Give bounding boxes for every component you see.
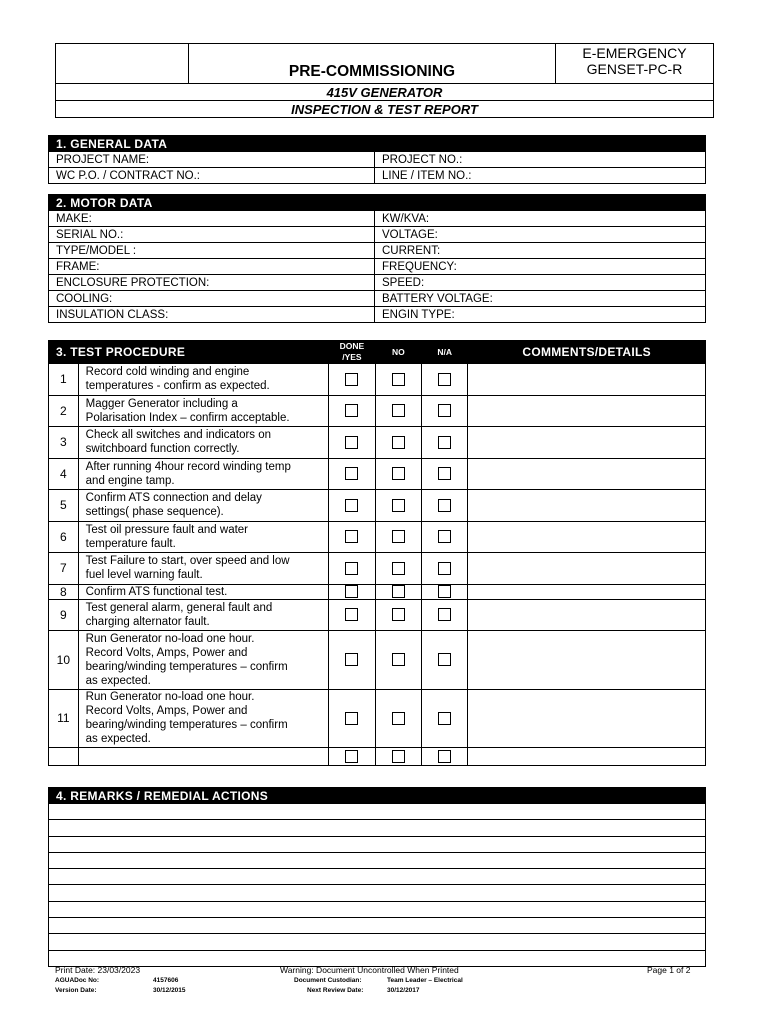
test-number: 2 xyxy=(49,395,79,427)
field-label-right[interactable]: KW/KVA: xyxy=(375,211,706,227)
checkbox-done-yes[interactable] xyxy=(345,373,358,386)
cell-done-yes xyxy=(329,364,376,396)
data-row xyxy=(49,291,706,307)
field-label-right[interactable]: PROJECT NO.: xyxy=(375,152,706,168)
checkbox-na[interactable] xyxy=(438,499,451,512)
checkbox-done-yes[interactable] xyxy=(345,436,358,449)
cell-done-yes xyxy=(329,521,376,553)
test-description-line: charging alternator fault. xyxy=(85,615,210,628)
checkbox-no[interactable] xyxy=(392,562,405,575)
test-description-line: Run Generator no-load one hour. xyxy=(85,691,255,704)
cell-no xyxy=(375,748,421,766)
test-procedure-heading: 3. TEST PROCEDURE xyxy=(49,341,329,364)
test-number: 9 xyxy=(49,599,79,631)
test-description-line: Confirm ATS functional test. xyxy=(85,585,228,598)
checkbox-no[interactable] xyxy=(392,608,405,621)
test-description xyxy=(78,458,328,490)
checkbox-done-yes[interactable] xyxy=(345,499,358,512)
uncontrolled-warning: Warning: Document Uncontrolled When Printed xyxy=(280,965,459,975)
remarks-line xyxy=(49,869,706,885)
checkbox-no[interactable] xyxy=(392,467,405,480)
cell-na xyxy=(421,427,467,459)
checkbox-done-yes[interactable] xyxy=(345,653,358,666)
cell-no xyxy=(375,364,421,396)
comments-cell[interactable] xyxy=(468,364,706,396)
checkbox-no[interactable] xyxy=(392,499,405,512)
cell-done-yes xyxy=(329,631,376,690)
comments-cell[interactable] xyxy=(468,427,706,459)
checkbox-na[interactable] xyxy=(438,653,451,666)
remarks-line-cell[interactable] xyxy=(49,901,706,917)
test-description-line: Polarisation Index – confirm acceptable. xyxy=(85,411,290,424)
version-date-value: 30/12/2015 xyxy=(153,987,186,994)
data-row xyxy=(49,307,706,323)
field-label-left[interactable]: SERIAL NO.: xyxy=(49,227,375,243)
cell-na xyxy=(421,521,467,553)
logo-cell xyxy=(56,44,189,84)
cell-done-yes xyxy=(329,584,376,599)
test-row xyxy=(49,584,706,599)
review-date-label: Next Review Date: xyxy=(307,987,364,994)
field-label-left[interactable]: WC P.O. / CONTRACT NO.: xyxy=(49,168,375,184)
cell-no xyxy=(375,599,421,631)
checkbox-na[interactable] xyxy=(438,608,451,621)
version-date-label: Version Date: xyxy=(55,987,97,994)
test-description-line: Record cold winding and engine xyxy=(85,366,250,379)
col-header-done-line-2: /YES xyxy=(342,352,362,362)
cell-na xyxy=(421,490,467,522)
remarks-line-cell[interactable] xyxy=(49,804,706,820)
test-description-line: Run Generator no-load one hour. xyxy=(85,632,255,645)
checkbox-no[interactable] xyxy=(392,404,405,417)
test-row xyxy=(49,521,706,553)
test-number: 11 xyxy=(49,689,79,748)
doc-no-label: AGUADoc No: xyxy=(55,977,100,984)
field-label-right[interactable]: BATTERY VOLTAGE: xyxy=(375,291,706,307)
remarks-line-cell[interactable] xyxy=(49,852,706,868)
test-description-line: bearing/winding temperatures – confirm xyxy=(85,660,288,673)
cell-done-yes xyxy=(329,748,376,766)
col-header-na: N/A xyxy=(421,341,467,364)
test-number: 7 xyxy=(49,553,79,585)
test-description-line: Check all switches and indicators on xyxy=(85,429,272,442)
test-description-line: Magger Generator including a xyxy=(85,397,238,410)
comments-cell[interactable] xyxy=(468,599,706,631)
checkbox-done-yes[interactable] xyxy=(345,404,358,417)
cell-done-yes xyxy=(329,458,376,490)
test-row xyxy=(49,553,706,585)
general-data-heading: 1. GENERAL DATA xyxy=(49,136,706,152)
data-row xyxy=(49,227,706,243)
test-description-line: and engine tamp. xyxy=(85,474,175,487)
test-procedure-table xyxy=(48,340,706,766)
document-header xyxy=(55,43,714,118)
custodian-value: Team Leader – Electrical xyxy=(387,977,463,984)
checkbox-no[interactable] xyxy=(392,373,405,386)
cell-na xyxy=(421,395,467,427)
test-row xyxy=(49,748,706,766)
test-description-line: as expected. xyxy=(85,674,151,687)
document-code xyxy=(556,44,714,84)
test-description-line: Test general alarm, general fault and xyxy=(85,601,273,614)
checkbox-done-yes[interactable] xyxy=(345,585,358,598)
remarks-line xyxy=(49,934,706,950)
test-description xyxy=(78,748,328,766)
comments-cell[interactable] xyxy=(468,584,706,599)
checkbox-no[interactable] xyxy=(392,436,405,449)
field-label-right[interactable]: FREQUENCY: xyxy=(375,259,706,275)
checkbox-done-yes[interactable] xyxy=(345,750,358,763)
cell-done-yes xyxy=(329,553,376,585)
motor-data-table xyxy=(48,194,706,323)
data-row xyxy=(49,243,706,259)
checkbox-no[interactable] xyxy=(392,750,405,763)
cell-na xyxy=(421,458,467,490)
remarks-heading: 4. REMARKS / REMEDIAL ACTIONS xyxy=(49,788,706,804)
test-description-line: as expected. xyxy=(85,733,151,746)
motor-data-heading: 2. MOTOR DATA xyxy=(49,195,706,211)
print-date: Print Date: 23/03/2023 xyxy=(55,965,141,975)
cell-done-yes xyxy=(329,395,376,427)
col-header-done xyxy=(329,341,376,364)
test-description xyxy=(78,427,328,459)
remarks-table xyxy=(48,787,706,967)
remarks-line xyxy=(49,820,706,836)
test-row xyxy=(49,458,706,490)
comments-cell[interactable] xyxy=(468,748,706,766)
checkbox-done-yes[interactable] xyxy=(345,562,358,575)
remarks-line-cell[interactable] xyxy=(49,836,706,852)
remarks-line-cell[interactable] xyxy=(49,918,706,934)
col-header-done-line-1: DONE xyxy=(339,341,365,351)
data-row xyxy=(49,152,706,168)
document-subtitle: 415V GENERATOR xyxy=(56,84,714,101)
checkbox-na[interactable] xyxy=(438,712,451,725)
field-label-left[interactable]: PROJECT NAME: xyxy=(49,152,375,168)
remarks-line-cell[interactable] xyxy=(49,885,706,901)
field-label-right[interactable]: VOLTAGE: xyxy=(375,227,706,243)
test-description-line: bearing/winding temperatures – confirm xyxy=(85,719,288,732)
remarks-line xyxy=(49,836,706,852)
data-row xyxy=(49,259,706,275)
test-number: 10 xyxy=(49,631,79,690)
remarks-line xyxy=(49,918,706,934)
test-number: 5 xyxy=(49,490,79,522)
checkbox-na[interactable] xyxy=(438,373,451,386)
remarks-line xyxy=(49,885,706,901)
comments-cell[interactable] xyxy=(468,521,706,553)
test-description xyxy=(78,490,328,522)
cell-done-yes xyxy=(329,490,376,522)
remarks-line xyxy=(49,901,706,917)
test-description xyxy=(78,689,328,748)
cell-done-yes xyxy=(329,427,376,459)
cell-no xyxy=(375,395,421,427)
cell-na xyxy=(421,599,467,631)
test-description-line: Record Volts, Amps, Power and xyxy=(85,705,248,718)
test-row xyxy=(49,427,706,459)
field-label-left[interactable]: FRAME: xyxy=(49,259,375,275)
review-date-value: 30/12/2017 xyxy=(387,987,420,994)
remarks-line-cell[interactable] xyxy=(49,820,706,836)
field-label-left[interactable]: MAKE: xyxy=(49,211,375,227)
test-description xyxy=(78,584,328,599)
test-description-line: settings( phase sequence). xyxy=(85,506,224,519)
field-label-left[interactable]: INSULATION CLASS: xyxy=(49,307,375,323)
checkbox-done-yes[interactable] xyxy=(345,530,358,543)
cell-na xyxy=(421,689,467,748)
cell-done-yes xyxy=(329,599,376,631)
checkbox-na[interactable] xyxy=(438,585,451,598)
cell-no xyxy=(375,689,421,748)
remarks-line-cell[interactable] xyxy=(49,934,706,950)
custodian-label: Document Custodian: xyxy=(294,977,362,984)
checkbox-no[interactable] xyxy=(392,712,405,725)
col-header-no: NO xyxy=(375,341,421,364)
checkbox-na[interactable] xyxy=(438,467,451,480)
checkbox-na[interactable] xyxy=(438,750,451,763)
comments-cell[interactable] xyxy=(468,458,706,490)
field-label-right[interactable]: LINE / ITEM NO.: xyxy=(375,168,706,184)
test-description xyxy=(78,599,328,631)
test-description-line: temperatures - confirm as expected. xyxy=(85,380,270,393)
test-description xyxy=(78,631,328,690)
test-row xyxy=(49,689,706,748)
col-header-comments: COMMENTS/DETAILS xyxy=(468,341,706,364)
test-row xyxy=(49,364,706,396)
comments-cell[interactable] xyxy=(468,395,706,427)
test-row xyxy=(49,599,706,631)
field-label-left[interactable]: COOLING: xyxy=(49,291,375,307)
field-label-right[interactable]: ENGIN TYPE: xyxy=(375,307,706,323)
doc-no-value: 4157606 xyxy=(153,977,179,984)
comments-cell[interactable] xyxy=(468,631,706,690)
test-description xyxy=(78,521,328,553)
test-row xyxy=(49,631,706,690)
cell-na xyxy=(421,364,467,396)
test-number: 6 xyxy=(49,521,79,553)
cell-no xyxy=(375,427,421,459)
field-label-left[interactable]: TYPE/MODEL : xyxy=(49,243,375,259)
checkbox-no[interactable] xyxy=(392,653,405,666)
cell-na xyxy=(421,631,467,690)
cell-no xyxy=(375,490,421,522)
test-number: 8 xyxy=(49,584,79,599)
cell-na xyxy=(421,553,467,585)
test-description-line: Confirm ATS connection and delay xyxy=(85,492,262,505)
cell-no xyxy=(375,521,421,553)
test-row xyxy=(49,490,706,522)
test-description-line: Test oil pressure fault and water xyxy=(85,523,249,536)
test-description-line: fuel level warning fault. xyxy=(85,569,203,582)
test-description xyxy=(78,395,328,427)
test-description xyxy=(78,364,328,396)
test-number: 3 xyxy=(49,427,79,459)
cell-no xyxy=(375,553,421,585)
test-description xyxy=(78,553,328,585)
data-row xyxy=(49,211,706,227)
document-code-line-2: GENSET-PC-R xyxy=(586,61,683,77)
cell-done-yes xyxy=(329,689,376,748)
comments-cell[interactable] xyxy=(468,553,706,585)
cell-no xyxy=(375,631,421,690)
checkbox-no[interactable] xyxy=(392,530,405,543)
checkbox-no[interactable] xyxy=(392,585,405,598)
test-row xyxy=(49,395,706,427)
report-title: INSPECTION & TEST REPORT xyxy=(56,101,714,118)
test-number: 4 xyxy=(49,458,79,490)
cell-na xyxy=(421,748,467,766)
checkbox-na[interactable] xyxy=(438,436,451,449)
cell-na xyxy=(421,584,467,599)
test-description-line: Record Volts, Amps, Power and xyxy=(85,646,248,659)
checkbox-done-yes[interactable] xyxy=(345,712,358,725)
comments-cell[interactable] xyxy=(468,689,706,748)
document-code-line-1: E-EMERGENCY xyxy=(582,45,687,61)
field-label-left[interactable]: ENCLOSURE PROTECTION: xyxy=(49,275,375,291)
data-row xyxy=(49,168,706,184)
test-description-line: temperature fault. xyxy=(85,537,176,550)
cell-no xyxy=(375,458,421,490)
checkbox-done-yes[interactable] xyxy=(345,467,358,480)
data-row xyxy=(49,275,706,291)
checkbox-na[interactable] xyxy=(438,562,451,575)
remarks-line xyxy=(49,804,706,820)
checkbox-na[interactable] xyxy=(438,530,451,543)
cell-no xyxy=(375,584,421,599)
test-number xyxy=(49,748,79,766)
test-number: 1 xyxy=(49,364,79,396)
document-title: PRE-COMMISSIONING xyxy=(189,44,556,84)
checkbox-na[interactable] xyxy=(438,404,451,417)
field-label-right[interactable]: CURRENT: xyxy=(375,243,706,259)
test-description-line: switchboard function correctly. xyxy=(85,443,240,456)
remarks-line xyxy=(49,852,706,868)
comments-cell[interactable] xyxy=(468,490,706,522)
test-description-line: Test Failure to start, over speed and low xyxy=(85,555,290,568)
remarks-line-cell[interactable] xyxy=(49,869,706,885)
checkbox-done-yes[interactable] xyxy=(345,608,358,621)
field-label-right[interactable]: SPEED: xyxy=(375,275,706,291)
general-data-table xyxy=(48,135,706,184)
test-description-line: After running 4hour record winding temp xyxy=(85,460,291,473)
page-number: Page 1 of 2 xyxy=(647,965,691,975)
